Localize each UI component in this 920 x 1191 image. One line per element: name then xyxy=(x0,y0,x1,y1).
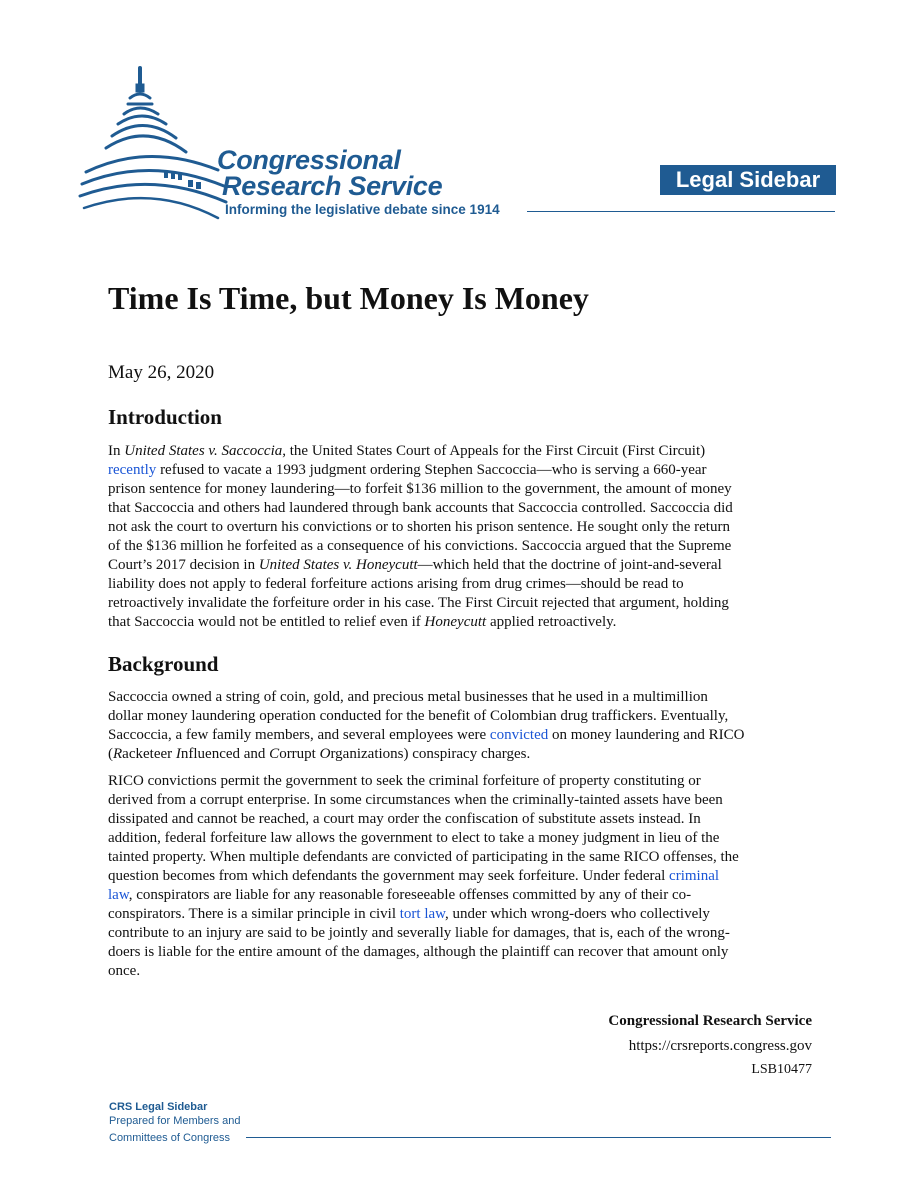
text-line: retroactively invalidate the forfeiture order in his case. The First Circuit rejected that argument, holding xyxy=(108,595,729,611)
background-paragraph-2 xyxy=(108,772,813,981)
org-name-line1: Congressional xyxy=(217,145,401,175)
text-line: that Saccoccia would not be entitled to relief even if Honeycutt applied retroactively. xyxy=(108,614,617,630)
publisher-name: Congressional Research Service xyxy=(608,1013,812,1029)
capitol-dome-icon xyxy=(78,62,228,222)
org-name-line2: Research Service xyxy=(222,171,443,201)
convicted-link[interactable]: convicted xyxy=(489,727,549,743)
header-divider xyxy=(527,211,835,212)
text-line: Saccoccia owned a string of coin, gold, and precious metal businesses that he used in a multimillion xyxy=(108,689,708,705)
text-line: question becomes from which defendants the government may seek forfeiture. Under federal criminal xyxy=(108,868,720,884)
section-heading-background: Background xyxy=(108,652,219,676)
text-line: dollar money laundering operation conducted for the benefit of Colombian drug traffickers. Eventually, xyxy=(108,708,729,724)
text-line: dissipated and cannot be reached, a court may order the confiscation of substitute assets instead. In xyxy=(108,811,701,827)
footer-prepared-for: Prepared for Members and xyxy=(109,1115,241,1127)
page-title: Time Is Time, but Money Is Money xyxy=(108,280,589,316)
text-line: derived from a corrupt enterprise. In some circumstances when the criminally-tainted assets have been xyxy=(108,792,723,808)
footer-series: CRS Legal Sidebar xyxy=(109,1101,208,1113)
text-line: recently refused to vacate a 1993 judgment ordering Stephen Saccoccia—who is serving a 660-year xyxy=(108,462,707,478)
text-line: RICO convictions permit the government to seek the criminal forfeiture of property constituting or xyxy=(108,773,701,789)
text-line: addition, federal forfeiture law allows the government to elect to take a money judgment in lieu of the xyxy=(108,830,720,846)
text-line: Court’s 2017 decision in United States v. Honeycutt—which held that the doctrine of joint-and-several xyxy=(108,557,722,573)
text-line: once. xyxy=(108,963,141,979)
publication-date: May 26, 2020 xyxy=(108,362,215,383)
text-line: tainted property. When multiple defendants are convicted of participating in the same RICO offenses, the xyxy=(108,849,739,865)
text-line: (Racketeer Influenced and Corrupt Organizations) conspiracy charges. xyxy=(108,746,531,762)
text-line: liability does not apply to federal forfeiture actions arising from drug crimes—should be read to xyxy=(108,576,684,592)
legal-sidebar-badge: Legal Sidebar xyxy=(660,165,836,195)
text-line: that Saccoccia and others had laundered through bank accounts that Saccoccia controlled. Saccoccia did xyxy=(108,500,733,516)
text-line: not ask the court to overturn his convictions or to shorten his prison sentence. He sought only the return xyxy=(108,519,730,535)
text-line: In United States v. Saccoccia, the United States Court of Appeals for the First Circuit (First Circuit) xyxy=(108,443,706,459)
org-tagline: Informing the legislative debate since 1914 xyxy=(225,202,500,217)
report-id: LSB10477 xyxy=(751,1062,812,1077)
footer-committees: Committees of Congress xyxy=(109,1132,231,1144)
tort-law-link[interactable]: tort law xyxy=(399,906,445,922)
criminal-law-link[interactable]: criminal xyxy=(669,868,720,884)
text-line: Saccoccia, a few family members, and several employees were convicted on money laundering and RICO xyxy=(108,727,745,743)
text-line: doers is liable for the entire amount of the damages, although the plaintiff can recover that amount only xyxy=(108,944,729,960)
criminal-law-link-cont[interactable]: law xyxy=(108,887,129,903)
text-line: law, conspirators are liable for any reasonable foreseeable offenses committed by any of their co- xyxy=(108,887,692,903)
text-line: of the $136 million he forfeited as a consequence of his convictions. Saccoccia argued that the Supreme xyxy=(108,538,732,554)
text-line: conspirators. There is a similar principle in civil tort law, under which wrong-doers who collectively xyxy=(108,906,710,922)
text-line: prison sentence for money laundering—to forfeit $136 million to the government, the amount of money xyxy=(108,481,732,497)
introduction-paragraph xyxy=(108,442,813,632)
publisher-url[interactable]: https://crsreports.congress.gov xyxy=(628,1038,812,1054)
recently-link[interactable]: recently xyxy=(108,462,157,478)
section-heading-introduction: Introduction xyxy=(108,405,222,429)
footer-divider xyxy=(246,1137,831,1138)
text-line: contribute to an injury are said to be jointly and severally liable for damages, that is, each of the wrong- xyxy=(108,925,730,941)
background-paragraph-1 xyxy=(108,688,813,764)
